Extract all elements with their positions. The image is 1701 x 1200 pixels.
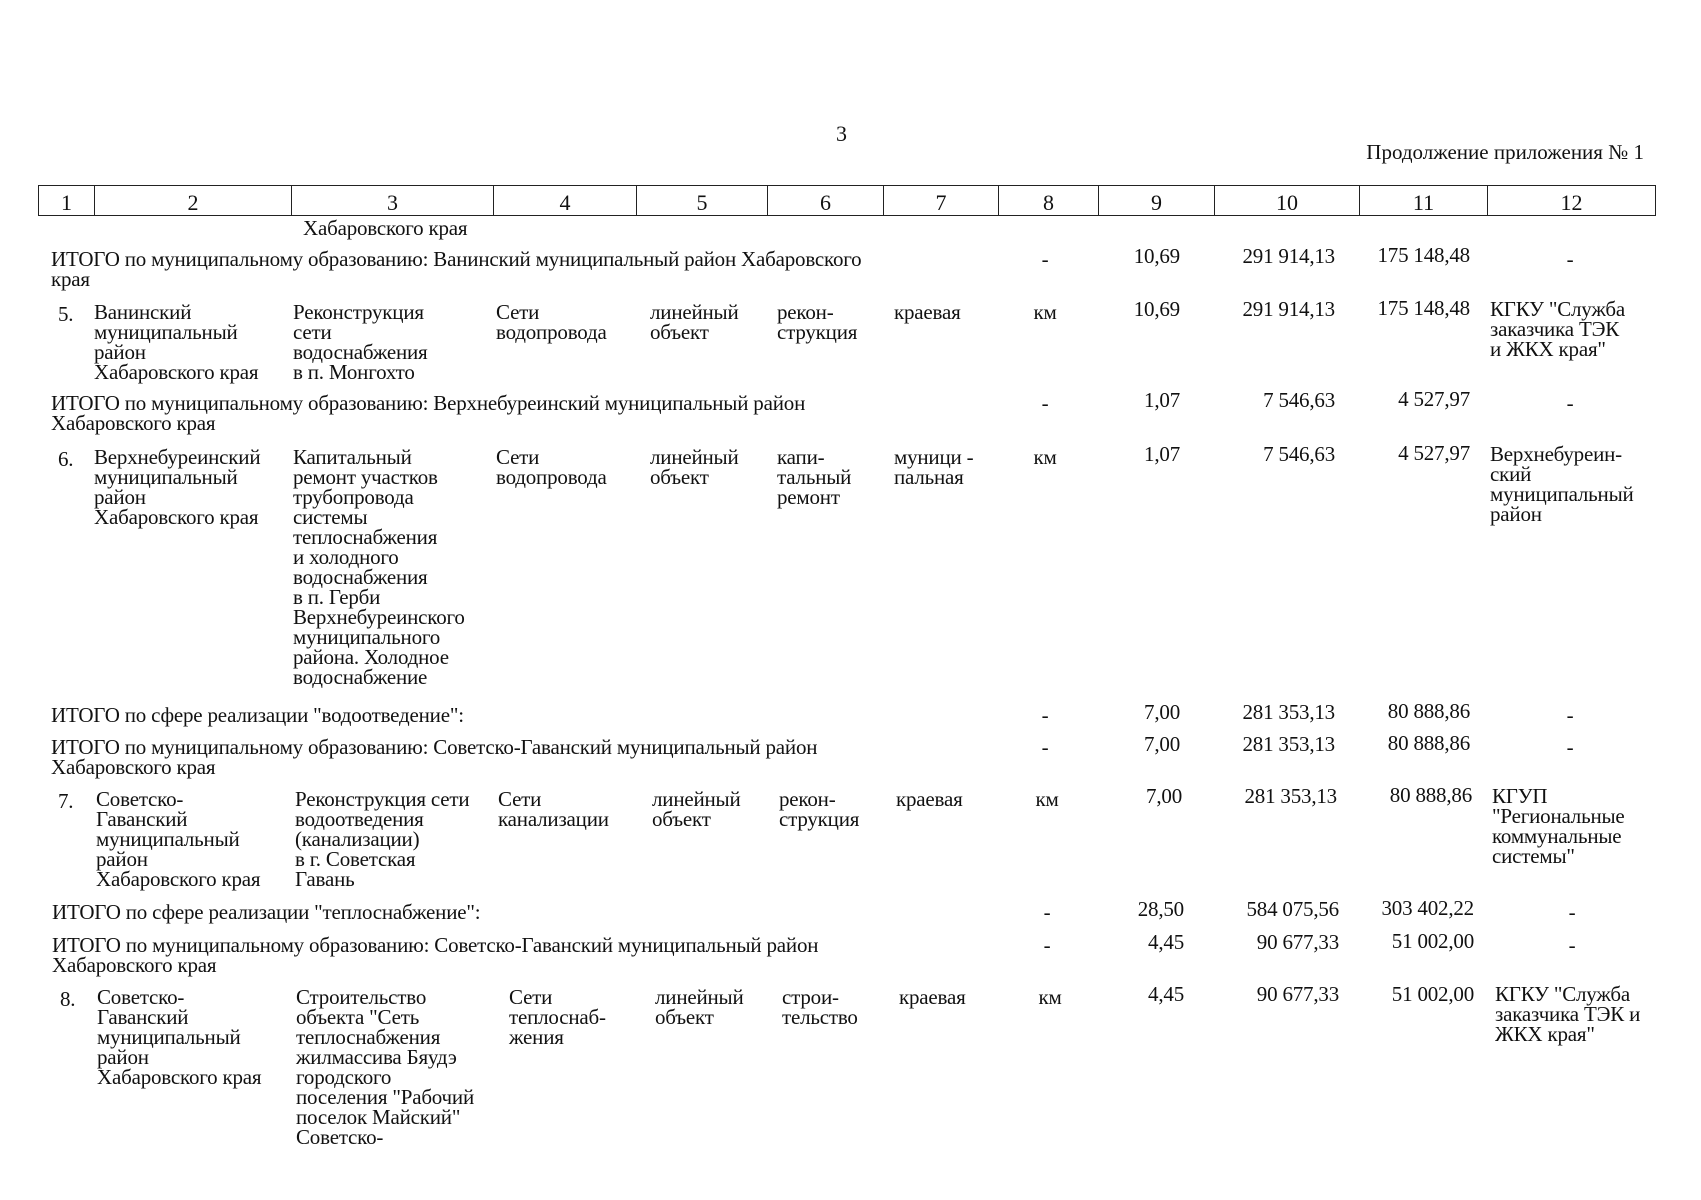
object-name-cell: Реконструкция сети водоотведения (канализации) в г. Советская Гавань	[295, 787, 470, 891]
network-type-cell: Сети канализации	[498, 787, 609, 831]
network-type-cell: Сети теплоснаб- жения	[509, 985, 606, 1049]
itogo-length: 10,69	[1133, 244, 1180, 268]
column-header-12: 12	[1487, 186, 1655, 215]
itogo-length: 7,00	[1144, 700, 1180, 724]
object-kind-cell: линейный объект	[652, 787, 741, 831]
itogo-customer: -	[1566, 735, 1574, 759]
object-name-cell: Строительство объекта "Сеть теплоснабжения жилмассива Бяудэ городского поселения "Рабочий поселок Майский" Советско-	[296, 985, 474, 1149]
level-cell: краевая	[894, 300, 961, 324]
itogo-budget: 175 148,48	[1377, 243, 1470, 267]
column-header-8: 8	[998, 186, 1098, 215]
itogo-total: 7 546,63	[1263, 388, 1335, 412]
column-header-9: 9	[1098, 186, 1214, 215]
column-header-1: 1	[61, 190, 72, 215]
row-number: 8.	[60, 987, 76, 1011]
itogo-budget: 51 002,00	[1391, 929, 1474, 953]
itogo-customer: -	[1568, 933, 1576, 957]
total-cell: 281 353,13	[1244, 784, 1337, 808]
length-cell: 10,69	[1133, 297, 1180, 321]
itogo-budget: 80 888,86	[1387, 699, 1470, 723]
itogo-unit: -	[1043, 900, 1051, 924]
customer-cell: КГКУ "Служба заказчика ТЭК и ЖКХ края"	[1495, 982, 1641, 1046]
district-cell: Советско- Гаванский муниципальный район Хабаровского края	[96, 787, 261, 891]
itogo-unit: -	[1043, 933, 1051, 957]
budget-cell: 175 148,48	[1377, 296, 1470, 320]
itogo-label: ИТОГО по сфере реализации "водоотведение":	[51, 703, 464, 727]
itogo-length: 4,45	[1148, 930, 1184, 954]
network-type-cell: Сети водопровода	[496, 300, 607, 344]
itogo-unit: -	[1041, 703, 1049, 727]
work-type-cell: капи- тальный ремонт	[777, 445, 852, 509]
unit-cell: км	[1033, 445, 1057, 469]
row-number: 6.	[58, 447, 74, 471]
itogo-customer: -	[1566, 391, 1574, 415]
total-cell: 7 546,63	[1263, 442, 1335, 466]
column-header-5: 5	[636, 186, 767, 215]
appendix-continuation-note: Продолжение приложения № 1	[1366, 140, 1644, 164]
itogo-budget: 303 402,22	[1381, 896, 1474, 920]
column-header-4: 4	[493, 186, 636, 215]
itogo-customer: -	[1566, 703, 1574, 727]
itogo-label: ИТОГО по муниципальному образованию: Советско-Гаванский муниципальный район Хабаровского края	[51, 735, 818, 779]
customer-cell: КГУП "Региональные коммунальные системы"	[1492, 784, 1625, 868]
length-cell: 1,07	[1144, 442, 1180, 466]
budget-cell: 51 002,00	[1391, 982, 1474, 1006]
district-cell: Советско- Гаванский муниципальный район Хабаровского края	[97, 985, 262, 1089]
itogo-length: 1,07	[1144, 388, 1180, 412]
unit-cell: км	[1033, 300, 1057, 324]
length-cell: 7,00	[1146, 784, 1182, 808]
object-kind-cell: линейный объект	[655, 985, 744, 1029]
itogo-budget: 80 888,86	[1387, 731, 1470, 755]
budget-cell: 80 888,86	[1389, 783, 1472, 807]
object-kind-cell: линейный объект	[650, 445, 739, 489]
unit-cell: км	[1035, 787, 1059, 811]
itogo-total: 281 353,13	[1242, 700, 1335, 724]
customer-cell: КГКУ "Служба заказчика ТЭК и ЖКХ края"	[1490, 297, 1625, 361]
level-cell: муници - пальная	[894, 445, 974, 489]
district-cell: Верхнебуреинский муниципальный район Хабаровского края	[94, 445, 261, 529]
unit-cell: км	[1038, 985, 1062, 1009]
column-header-7: 7	[883, 186, 998, 215]
itogo-length: 7,00	[1144, 732, 1180, 756]
customer-cell: Верхнебуреин- ский муниципальный район	[1490, 442, 1634, 526]
column-header-10: 10	[1214, 186, 1359, 215]
itogo-budget: 4 527,97	[1398, 387, 1470, 411]
page-number: 3	[836, 121, 847, 146]
itogo-total: 291 914,13	[1242, 244, 1335, 268]
column-header-11: 11	[1359, 186, 1487, 215]
total-cell: 90 677,33	[1256, 982, 1339, 1006]
column-header-2: 2	[94, 186, 291, 215]
itogo-total: 281 353,13	[1242, 732, 1335, 756]
itogo-unit: -	[1041, 735, 1049, 759]
work-type-cell: рекон- струкция	[779, 787, 860, 831]
row-number: 7.	[58, 789, 74, 813]
itogo-label: ИТОГО по муниципальному образованию: Верхнебуреинский муниципальный район Хабаровского края	[51, 391, 806, 435]
object-kind-cell: линейный объект	[650, 300, 739, 344]
itogo-customer: -	[1568, 900, 1576, 924]
object-name-cell: Капитальный ремонт участков трубопровода системы теплоснабжения и холодного водоснабжения в п. Герби Верхнебуреинского муниципального района. Холодное водоснабжение	[293, 445, 465, 689]
district-cell: Ванинский муниципальный район Хабаровского края	[94, 300, 259, 384]
work-type-cell: рекон- струкция	[777, 300, 858, 344]
object-name-cell: Реконструкция сети водоснабжения в п. Монгохто	[293, 300, 428, 384]
itogo-unit: -	[1041, 247, 1049, 271]
budget-cell: 4 527,97	[1398, 441, 1470, 465]
itogo-customer: -	[1566, 247, 1574, 271]
network-type-cell: Сети водопровода	[496, 445, 607, 489]
itogo-total: 90 677,33	[1256, 930, 1339, 954]
length-cell: 4,45	[1148, 982, 1184, 1006]
work-type-cell: строи- тельство	[782, 985, 858, 1029]
itogo-label: ИТОГО по муниципальному образованию: Ванинский муниципальный район Хабаровского края	[51, 247, 862, 291]
continued-fragment: Хабаровского края	[303, 216, 468, 240]
table-column-numbers	[38, 185, 1656, 216]
level-cell: краевая	[896, 787, 963, 811]
column-header-3: 3	[291, 186, 493, 215]
itogo-total: 584 075,56	[1246, 897, 1339, 921]
level-cell: краевая	[899, 985, 966, 1009]
itogo-unit: -	[1041, 391, 1049, 415]
itogo-length: 28,50	[1137, 897, 1184, 921]
total-cell: 291 914,13	[1242, 297, 1335, 321]
row-number: 5.	[58, 302, 74, 326]
column-header-6: 6	[767, 186, 883, 215]
itogo-label: ИТОГО по сфере реализации "теплоснабжение":	[52, 900, 481, 924]
itogo-label: ИТОГО по муниципальному образованию: Советско-Гаванский муниципальный район Хабаровского края	[52, 933, 819, 977]
